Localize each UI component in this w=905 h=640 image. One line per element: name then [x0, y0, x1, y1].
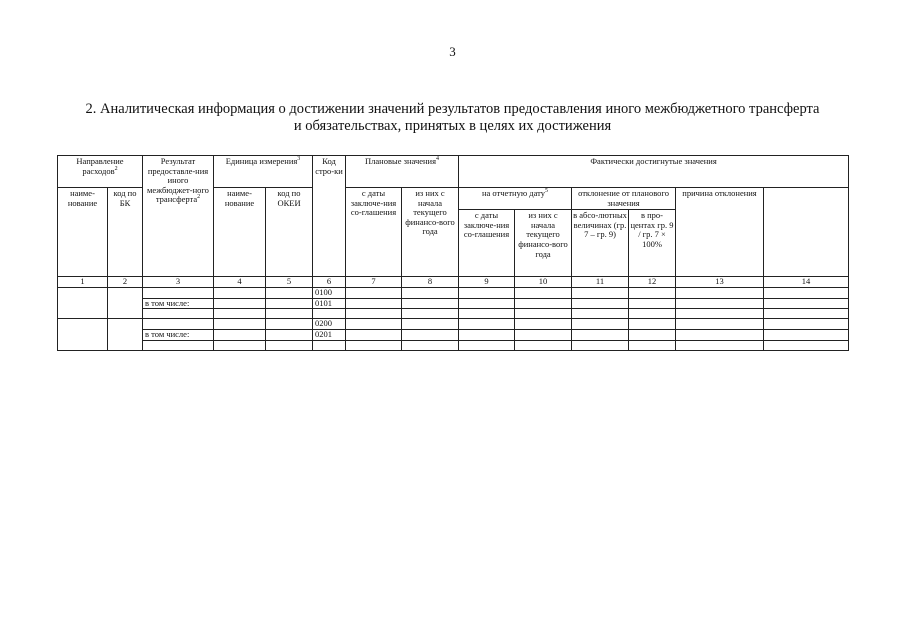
including-label: в том числе:: [143, 298, 214, 309]
line-code-cell: 0100: [313, 288, 346, 299]
header-line-code: Код стро-ки: [313, 156, 346, 277]
table-row: [58, 329, 849, 340]
header-actual-from-date: с даты заключе-ния со-глашения: [459, 210, 515, 277]
header-on-report-date: на отчетную дату$^5$: [459, 188, 572, 210]
header-result: Результат предоставле-ния иного межбюджет-ного трансферта$^2$: [143, 156, 214, 277]
column-number-row: [58, 277, 849, 288]
column-number: 13: [676, 277, 764, 288]
column-number: 8: [402, 277, 459, 288]
column-number: 5: [266, 277, 313, 288]
column-number: 3: [143, 277, 214, 288]
table-row: [58, 340, 849, 350]
column-number: 7: [346, 277, 402, 288]
table-row: [58, 288, 849, 299]
header-actual-from-year: из них с начала текущего финансо-вого года: [515, 210, 572, 277]
header-plan-from-date: с даты заключе-ния со-глашения: [346, 188, 402, 277]
column-number: 1: [58, 277, 108, 288]
bk-code-cell: [108, 288, 143, 319]
section-title-line-1: 2. Аналитическая информация о достижении значений результатов предоставления иного межбюджетного трансферта: [85, 101, 820, 117]
line-code-cell: 0101: [313, 298, 346, 309]
table-row: [58, 298, 849, 309]
header-bk-code: код по БК: [108, 188, 143, 277]
column-number: 4: [214, 277, 266, 288]
header-deviation: отклонение от планового значения: [572, 188, 676, 210]
header-planned: Плановые значения$^4$: [346, 156, 459, 188]
column-number: 2: [108, 277, 143, 288]
header-unit-name: наиме-нование: [214, 188, 266, 277]
header-actual: Фактически достигнутые значения: [459, 156, 849, 188]
table-row: [58, 319, 849, 330]
header-plan-from-year: из них с начала текущего финансо-вого года: [402, 188, 459, 277]
header-direction-name: наиме-нование: [58, 188, 108, 277]
section-title: [40, 101, 865, 135]
line-code-cell: 0201: [313, 329, 346, 340]
column-number: 10: [515, 277, 572, 288]
header-deviation-percent: в про-центах гр. 9 / гр. 7 × 100%: [629, 210, 676, 277]
header-okei-code: код по ОКЕИ: [266, 188, 313, 277]
header-unit: Единица измерения$^3$: [214, 156, 313, 188]
column-number: 9: [459, 277, 515, 288]
header-deviation-absolute: в абсо-лютных величинах (гр. 7 – гр. 9): [572, 210, 629, 277]
column-number: 6: [313, 277, 346, 288]
column-number: 11: [572, 277, 629, 288]
direction-name-cell: [58, 319, 108, 350]
column-number: 14: [764, 277, 849, 288]
analytical-info-table: [57, 155, 849, 351]
header-reason: причина отклонения: [676, 188, 764, 277]
bk-code-cell: [108, 319, 143, 350]
section-title-line-2: и обязательствах, принятых в целях их достижения: [293, 118, 612, 134]
table-row: [58, 309, 849, 319]
including-label: в том числе:: [143, 329, 214, 340]
line-code-cell: 0200: [313, 319, 346, 330]
direction-name-cell: [58, 288, 108, 319]
header-direction: Направление расходов$^2$: [58, 156, 143, 188]
column-number: 12: [629, 277, 676, 288]
page-number: 3: [449, 44, 456, 59]
